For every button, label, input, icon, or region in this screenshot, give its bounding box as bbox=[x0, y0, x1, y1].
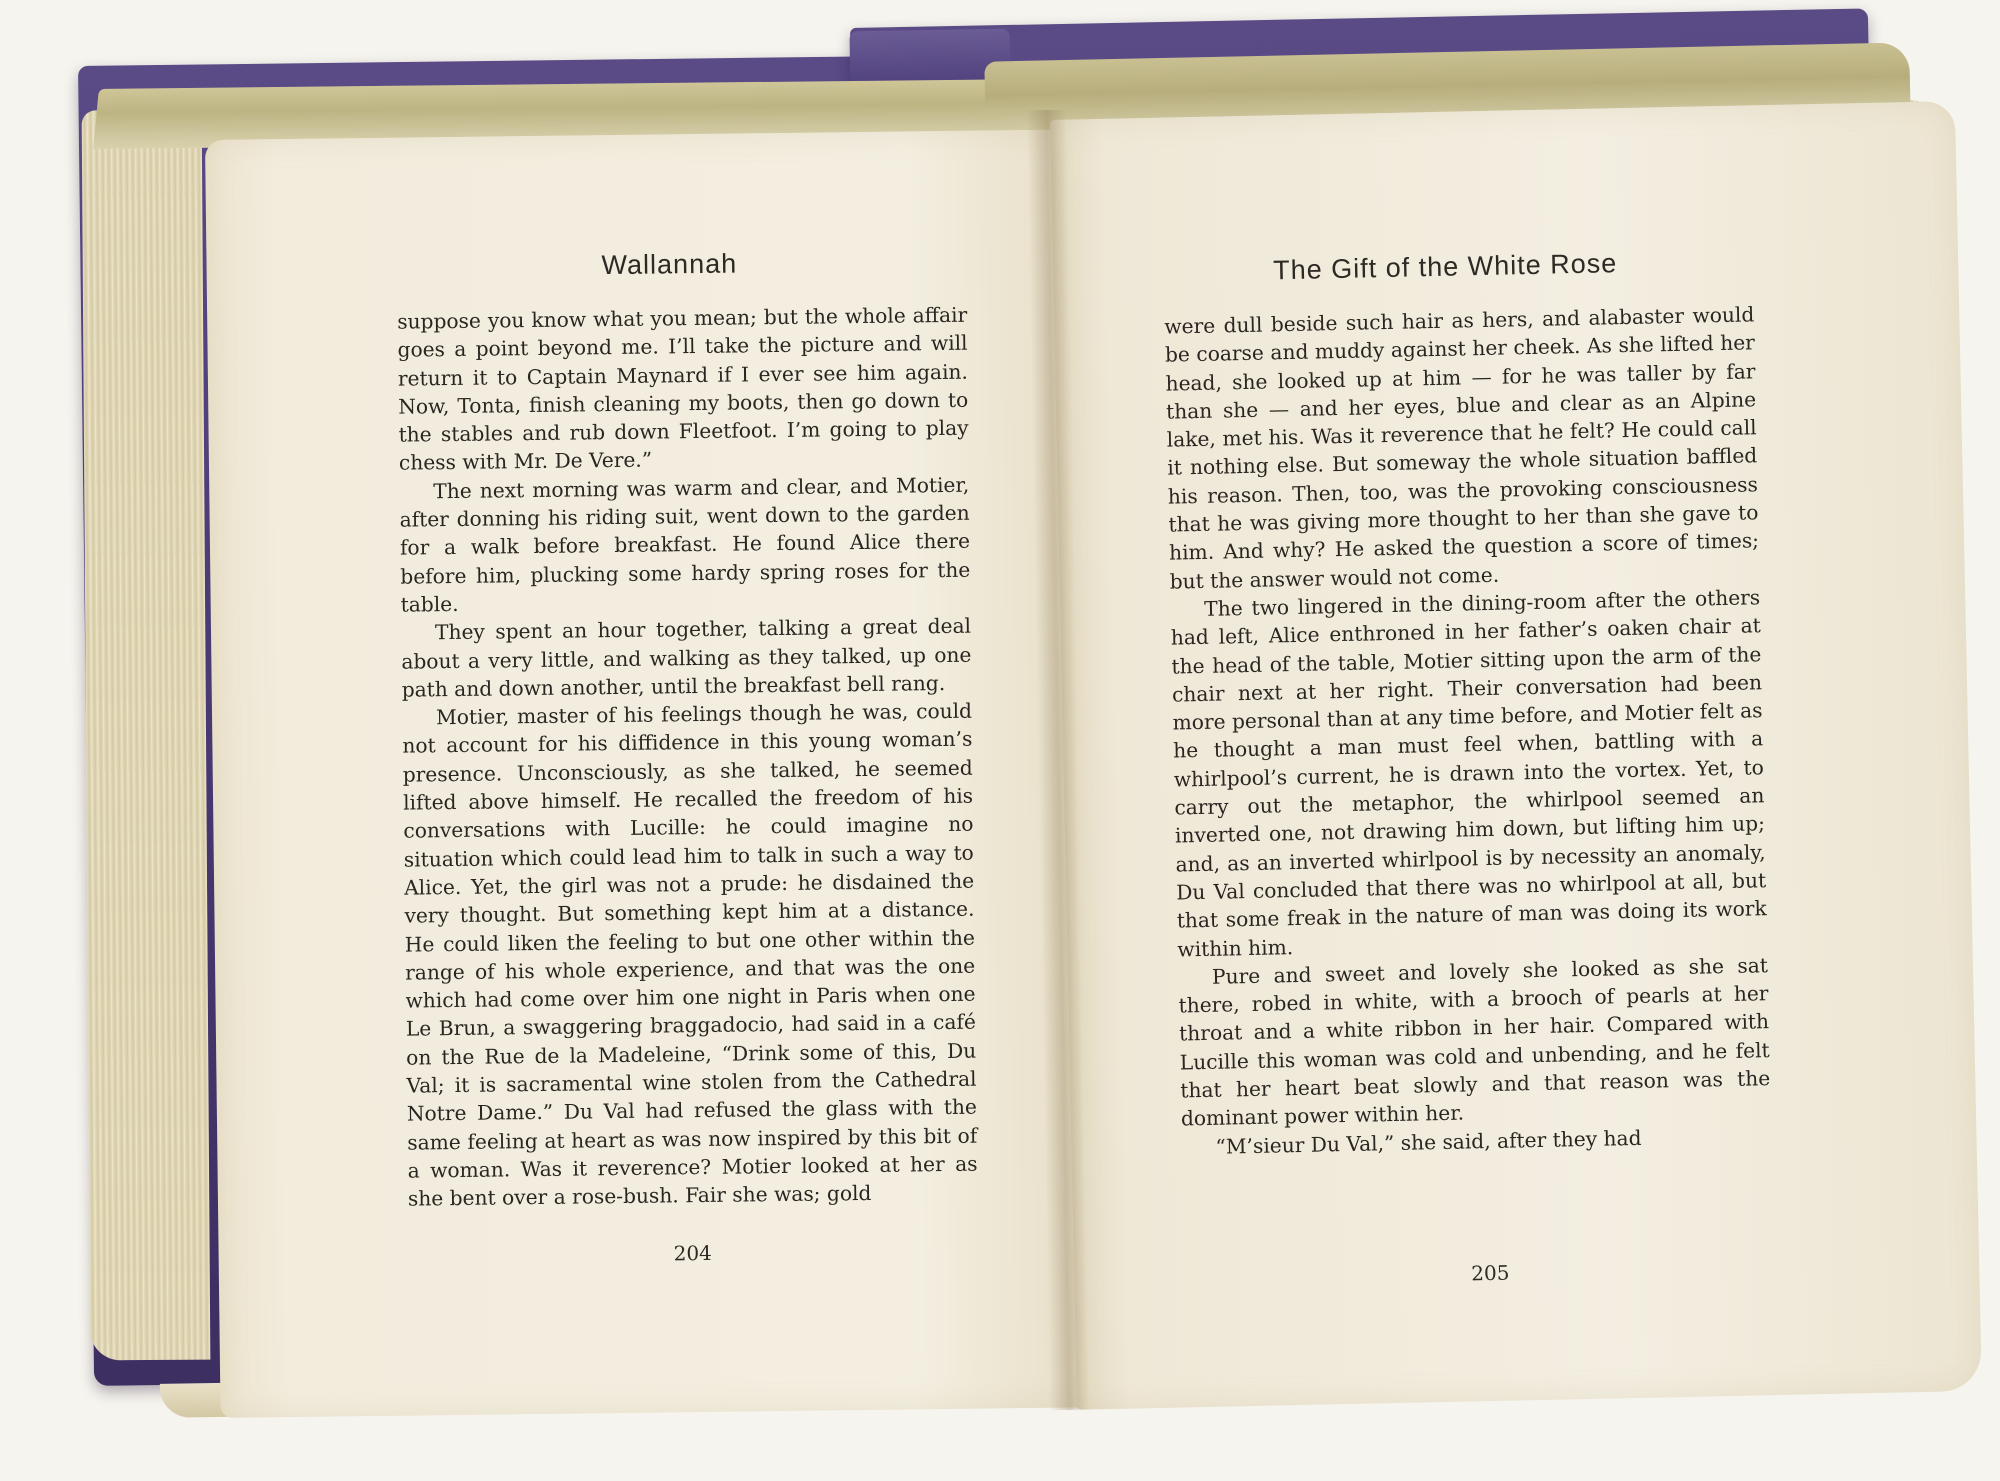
page-block-edge-left bbox=[82, 110, 211, 1361]
running-head-left: Wallannah bbox=[601, 248, 738, 281]
left-page bbox=[205, 129, 1096, 1418]
paragraph: Motier, master of his feelings though he was, could not account for his diffidence in this young woman’s presence. Unconsciously, as she talked, he seemed lifted above himself. He recalled the freedom of his conversations with Lucille: he could imagine no situation which could lead him to talk in such a way to Alice. Yet, the girl was not a prude: he disdained the very thought. But something kept him at a distance. He could liken the feeling to but one other within the range of his whole experience, and that was the one which had come over him one night in Paris when one Le Brun, a swaggering braggadocio, had said in a café on the Rue de la Madeleine, “Drink some of this, Du Val; it is sacramental wine stolen from the Cathedral Notre Dame.” Du Val had refused the glass with the same feeling at heart as was now inspired by this bit of a woman. Was it reverence? Motier looked at her as she bent over a rose-bush. Fair she was; gold bbox=[402, 698, 978, 1211]
paragraph: “M’sieur Du Val,” she said, after they had bbox=[1215, 1125, 1642, 1159]
right-page bbox=[1050, 101, 1982, 1410]
paragraph: suppose you know what you mean; but the whole affair goes a point beyond me. I’ll take the picture and will return it to Captain Maynard if I ever see him again. Now, Tonta, finish cleaning my boots, then go down to the stables and rub down Fleetfoot. I’m going to play chess with Mr. De Vere.” bbox=[397, 302, 969, 476]
left-page-body bbox=[397, 301, 978, 1213]
paragraph: The two lingered in the dining-room after the others had left, Alice enthroned in her father’s oaken chair at the head of the table, Motier sitting upon the arm of the chair next at her right. Their conversation had been more personal than at any time before, and Motier felt as he thought a man must feel when, battling with a whirlpool’s current, he is drawn into the vortex. Yet, to carry out the metaphor, the whirlpool seemed an inverted one, not drawing him down, but lifting him up; and, as an inverted whirlpool is by necessity an anomaly, Du Val concluded that there was no whirlpool at all, but that some freak in the nature of man was doing its work within him. bbox=[1170, 585, 1767, 962]
paragraph: The next morning was warm and clear, and Motier, after donning his riding suit, went down to the garden for a walk before breakfast. He found Alice there before him, plucking some hardy spring roses for the table. bbox=[399, 472, 971, 617]
page-number-right: 205 bbox=[1470, 1260, 1510, 1286]
paragraph: They spent an hour together, talking a great deal about a very little, and walking as they talked, up one path and down another, until the breakfast bell rang. bbox=[401, 613, 972, 702]
right-page-body bbox=[1164, 300, 1772, 1161]
running-head-right: The Gift of the White Rose bbox=[1272, 248, 1618, 286]
paragraph: Pure and sweet and lovely she looked as she sat there, robed in white, with a brooch of pearls at her throat and a white ribbon in her hair. Compared with Lucille this woman was cold and unbending, and he felt that her heart beat slowly and that reason was the dominant power within her. bbox=[1178, 952, 1771, 1131]
page-number-left: 204 bbox=[673, 1240, 712, 1266]
paragraph: were dull beside such hair as hers, and alabaster would be coarse and muddy against her cheek. As she lifted her head, she looked up at him — for he was taller by far than she — and her eyes, blue and clear as an Alpine lake, met his. Was it reverence that he felt? He could call it nothing else. But someway the whole situation baffled his reason. Then, too, was the provoking consciousness that he was giving more thought to her than she gave to him. And why? He asked the question a score of times; but the answer would not come. bbox=[1164, 302, 1760, 594]
